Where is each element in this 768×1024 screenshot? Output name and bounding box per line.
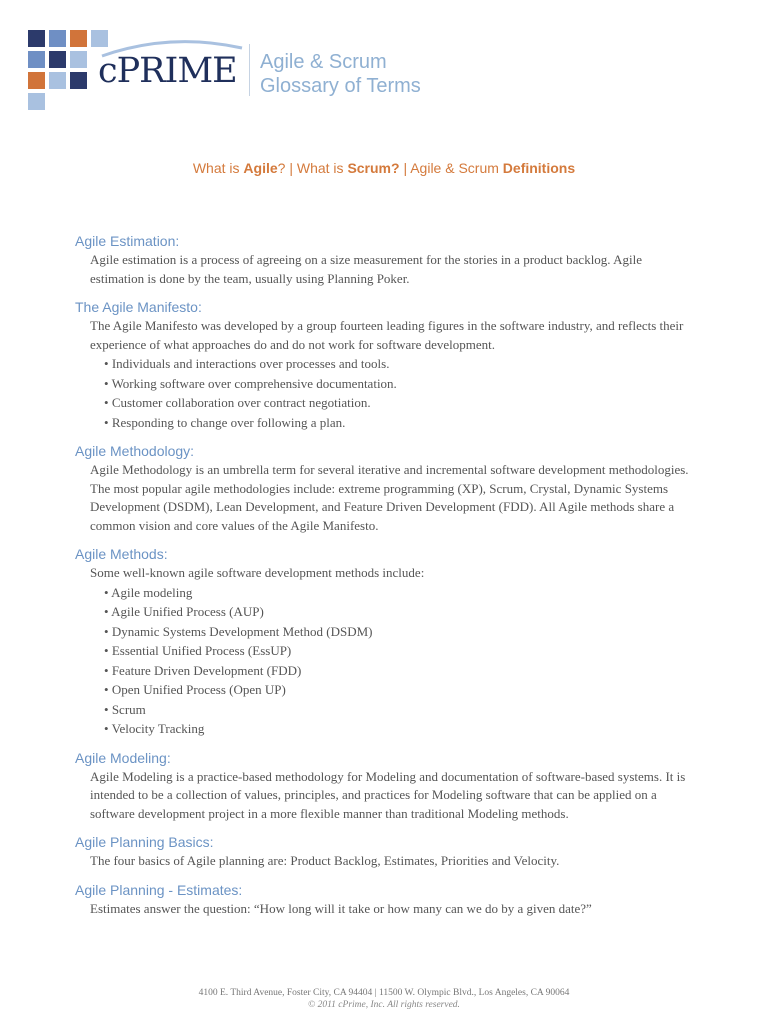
glossary-entry [75, 749, 695, 824]
nav-text: | Agile & Scrum [399, 160, 503, 176]
glossary-entry [75, 545, 695, 739]
nav-link-scrum[interactable]: Scrum? [347, 160, 400, 176]
term-definition: Estimates answer the question: “How long will it take or how many can we do by a given date?” [90, 900, 592, 916]
title-line-1: Agile & Scrum [260, 51, 387, 73]
logo-square [28, 93, 45, 110]
logo-square [49, 30, 66, 47]
list-item: • Working software over comprehensive documentation. [104, 374, 695, 394]
term-heading: Agile Modeling: [75, 749, 171, 766]
logo-square [28, 30, 45, 47]
glossary-entry [75, 232, 695, 288]
footer-address: 4100 E. Third Avenue, Foster City, CA 94404 | 11500 W. Olympic Blvd., Los Angeles, CA 90064 [198, 988, 570, 998]
header-divider [249, 44, 250, 96]
list-item: • Responding to change over following a plan. [104, 413, 695, 433]
glossary-entry [75, 298, 695, 432]
footer-copyright: © 2011 cPrime, Inc. All rights reserved. [308, 1000, 460, 1010]
list-item: • Customer collaboration over contract negotiation. [104, 393, 695, 413]
term-heading: Agile Planning Basics: [75, 834, 214, 850]
list-item: • Essential Unified Process (EssUP) [104, 641, 695, 661]
list-item: • Feature Driven Development (FDD) [104, 661, 695, 681]
glossary [75, 232, 695, 928]
nav-link-agile[interactable]: Agile [243, 160, 278, 176]
bullet-list [75, 354, 695, 432]
term-definition: The four basics of Agile planning are: Product Backlog, Estimates, Priorities and Velocity. [90, 853, 560, 868]
logo-square [28, 72, 45, 89]
list-item: • Dynamic Systems Development Method (DSDM) [104, 622, 695, 642]
term-heading: Agile Estimation: [75, 233, 180, 249]
list-item: • Velocity Tracking [104, 719, 695, 739]
list-item: • Individuals and interactions over processes and tools. [104, 354, 695, 374]
title-line-2: Glossary of Terms [260, 75, 421, 97]
nav-link-definitions[interactable]: Definitions [502, 160, 576, 176]
glossary-entry [75, 833, 695, 871]
logo-square [70, 30, 87, 47]
term-definition: Agile estimation is a process of agreeing on a size measurement for the stories in a product backlog. Agile estimation is done by the team, usually using Planning Poker. [90, 252, 642, 286]
nav-text: What is [192, 160, 244, 176]
document-title [260, 50, 421, 98]
term-definition: The Agile Manifesto was developed by a group fourteen leading figures in the software industry, and reflects their experience of what approaches do and do not work for software development. [90, 318, 684, 352]
logo-squares [28, 30, 104, 114]
list-item: • Agile Unified Process (AUP) [104, 602, 695, 622]
nav-text: ? | What is [277, 160, 348, 176]
logo-square [49, 51, 66, 68]
term-heading: Agile Methodology: [75, 443, 195, 459]
logo-square [70, 72, 87, 89]
list-item: • Open Unified Process (Open UP) [104, 680, 695, 700]
logo-square [70, 51, 87, 68]
section-nav [0, 160, 768, 176]
glossary-entry [75, 442, 695, 535]
term-heading: The Agile Manifesto: [75, 299, 202, 315]
bullet-list [75, 583, 695, 739]
list-item: • Agile modeling [104, 583, 695, 603]
list-item: • Scrum [104, 700, 695, 720]
term-definition: Agile Modeling is a practice-based methodology for Modeling and documentation of software-based systems. It is intended to be a collection of values, principles, and practices for Modeling software that can be applied on a software development project in a more flexible manner than traditional Modeling methods. [90, 768, 686, 821]
logo-square [28, 51, 45, 68]
page-footer [0, 987, 768, 1011]
term-definition: Some well-known agile software development methods include: [90, 565, 425, 580]
glossary-entry [75, 881, 695, 919]
term-heading: Agile Planning - Estimates: [75, 881, 243, 898]
term-heading: Agile Methods: [75, 546, 168, 562]
brand-logo-text: cPRIME [98, 51, 237, 91]
logo-square [49, 72, 66, 89]
term-definition: Agile Methodology is an umbrella term for several iterative and incremental software development methodologies. The most popular agile methodologies include: extreme programming (XP), Scrum, Crystal, Dynamic Systems Development (DSDM), Lean Development, and Feature Driven Development (FDD). All Agile methods share a common vision and core values of the Agile Manifesto. [90, 462, 689, 533]
